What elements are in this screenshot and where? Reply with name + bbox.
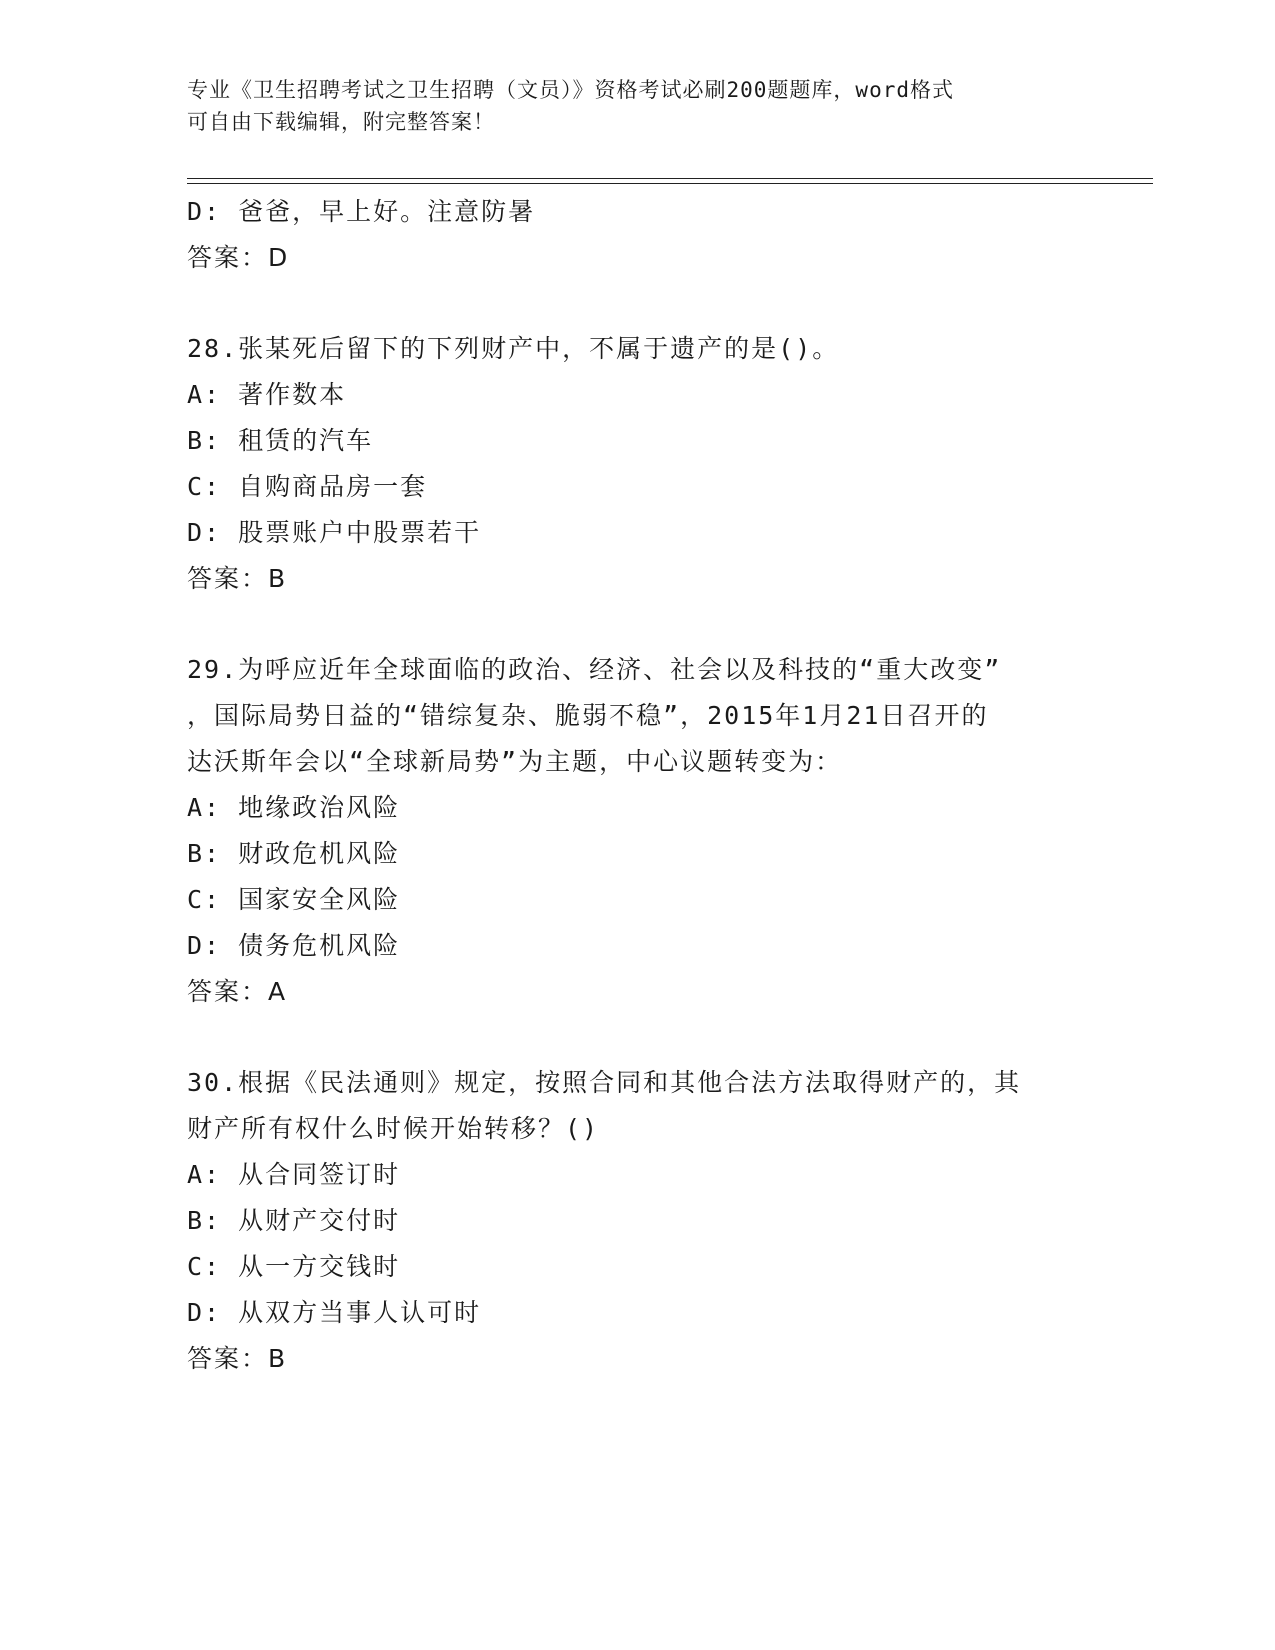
question-text: ，国际局势日益的“错综复杂、脆弱不稳”，2015年1月21日召开的 bbox=[187, 701, 989, 730]
option-c: C: 从一方交钱时 bbox=[187, 1252, 401, 1281]
question-30 bbox=[187, 1060, 1087, 1382]
option-b: B: 从财产交付时 bbox=[187, 1206, 401, 1235]
option-a: A: 从合同签订时 bbox=[187, 1160, 401, 1189]
prev-answer: 答案：D bbox=[187, 243, 290, 272]
question-text: 29.为呼应近年全球面临的政治、经济、社会以及科技的“重大改变” bbox=[187, 655, 1002, 684]
question-28 bbox=[187, 326, 1087, 602]
header-line-2: 可自由下载编辑，附完整答案！ bbox=[187, 110, 495, 134]
answer: 答案：B bbox=[187, 564, 288, 593]
question-text: 达沃斯年会以“全球新局势”为主题，中心议题转变为： bbox=[187, 747, 843, 776]
header-rule-top bbox=[187, 178, 1153, 179]
question-content bbox=[187, 189, 1087, 1382]
option-d: D: 股票账户中股票若干 bbox=[187, 518, 482, 547]
option-d: D: 从双方当事人认可时 bbox=[187, 1298, 482, 1327]
option-b: B: 租赁的汽车 bbox=[187, 426, 374, 455]
answer: 答案：A bbox=[187, 977, 288, 1006]
question-text: 30.根据《民法通则》规定，按照合同和其他合法方法取得财产的，其 bbox=[187, 1068, 1022, 1097]
question-text: 28.张某死后留下的下列财产中，不属于遗产的是()。 bbox=[187, 334, 840, 363]
question-29 bbox=[187, 647, 1087, 1015]
header-rule-bottom bbox=[187, 183, 1153, 184]
answer: 答案：B bbox=[187, 1344, 288, 1373]
option-c: C: 国家安全风险 bbox=[187, 885, 401, 914]
prev-option-d: D: 爸爸，早上好。注意防暑 bbox=[187, 197, 536, 226]
header-line-1: 专业《卫生招聘考试之卫生招聘（文员）》资格考试必刷200题题库，word格式 bbox=[187, 78, 954, 102]
option-b: B: 财政危机风险 bbox=[187, 839, 401, 868]
option-c: C: 自购商品房一套 bbox=[187, 472, 428, 501]
document-header bbox=[187, 74, 1067, 138]
question-text: 财产所有权什么时候开始转移？() bbox=[187, 1114, 600, 1143]
option-a: A: 著作数本 bbox=[187, 380, 347, 409]
option-a: A: 地缘政治风险 bbox=[187, 793, 401, 822]
option-d: D: 债务危机风险 bbox=[187, 931, 401, 960]
